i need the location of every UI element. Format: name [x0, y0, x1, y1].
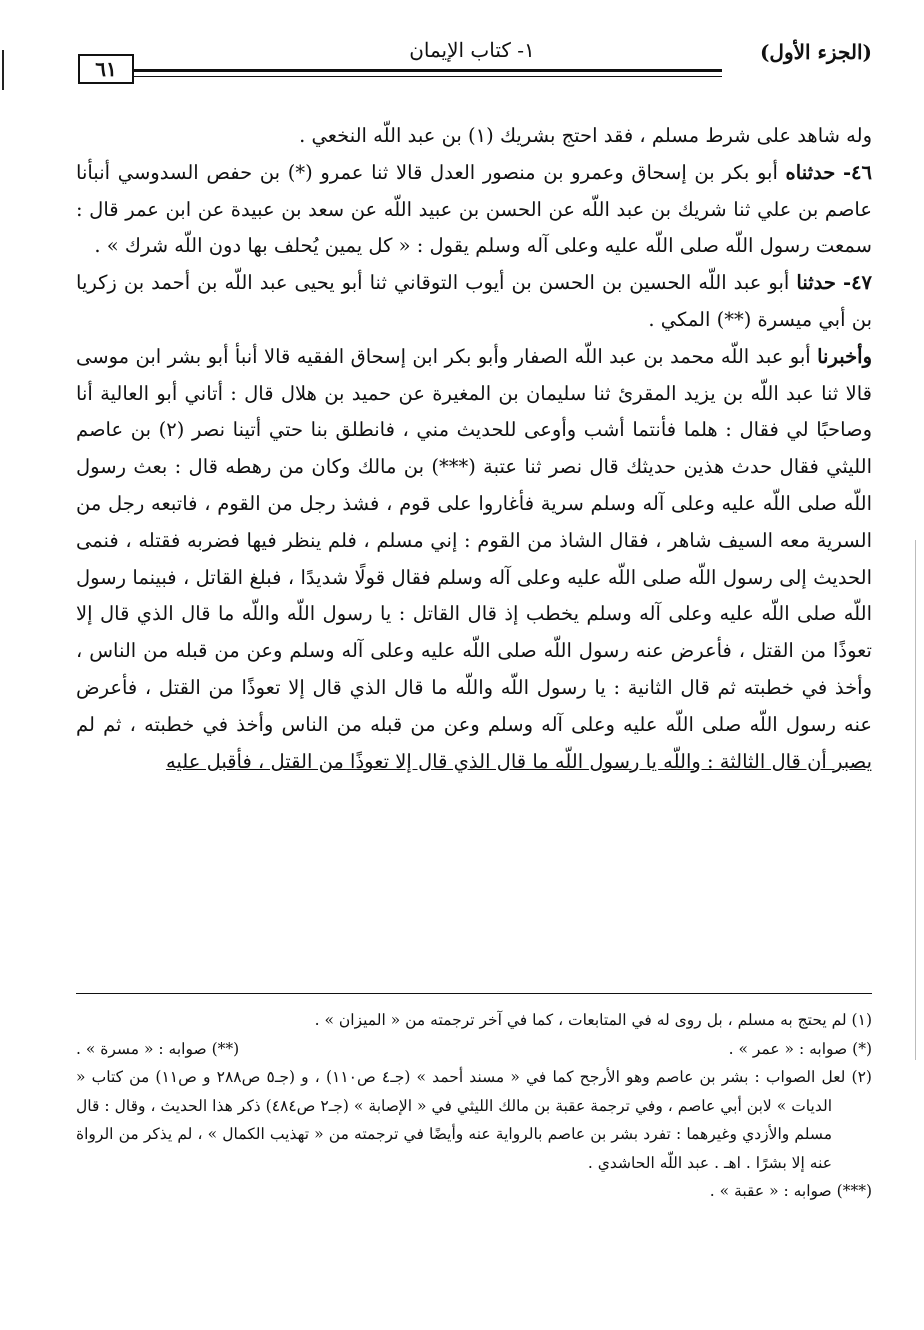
footnote-1: (١) لم يحتج به مسلم ، بل روى له في المتابعات ، كما في آخر ترجمته من « الميزان » .: [314, 1011, 872, 1029]
scan-edge-line: [915, 540, 916, 1060]
hadith-lead-47: حدثنا: [796, 271, 836, 295]
footnote-star-3: (***) صوابه : « عقبة » .: [709, 1182, 872, 1200]
header-rule-thin: [134, 76, 722, 77]
footnote-separator: [76, 993, 872, 994]
akhbarana-last-line: يصبر أن قال الثالثة : واللّه يا رسول اللّه ما قال الذي قال إلا تعوذًا من القتل ، فأقبل عليه: [165, 749, 872, 773]
paragraph-47: [76, 265, 872, 339]
header-rule-thick: [134, 69, 722, 72]
main-text: [76, 118, 872, 780]
hadith-text-47: أبو عبد اللّه الحسين بن الحسن بن أيوب التوقاني ثنا أبو يحيى عبد اللّه بن أحمد بن زكريا بن أبي ميسرة (**) المكي .: [76, 271, 872, 331]
hadith-number-47: ٤٧-: [842, 271, 873, 295]
akhbarana-text: أبو عبد اللّه محمد بن عبد اللّه الصفار وأبو بكر ابن إسحاق الفقيه قالا أنبأ أبو بشر ابن موسى قالا ثنا عبد اللّه بن يزيد المقرئ ثنا سليمان بن المغيرة عن حميد بن هلال قال : أتاني أبو العالية أنا وصاحبًا لي فقال : هلما فأنتما أشب وأوعى للحديث مني ، فانطلق بنا حتي أتينا نصر (٢) بن عاصم الليثي فقال حدث هذين حديثك قال نصر ثنا عتبة (***) بن مالك وكان من رهطه قال : بعث رسول اللّه صلى اللّه عليه وعلى آله وسلم سرية فأغاروا على قوم ، فشذ رجل من القوم ، فاتبعه رجل من السرية معه السيف شاهر ، فقال الشاذ من القوم : إني مسلم ، فلم ينظر فيها فضربه فقتله ، فنمى الحديث إلى رسول اللّه صلى اللّه عليه وعلى آله وسلم فقال قولًا شديدًا ، فبلغ القاتل ، فبينما رسول اللّه صلى اللّه عليه وعلى آله وسلم يخطب إذ قال القاتل : يا رسول اللّه واللّه ما قال الذي قال إلا تعوذًا من القتل ، فأعرض عنه رسول اللّه صلى اللّه عليه وعلى آله وسلم وعن من قبله من الناس ، وأخذ في خطبته ثم قال الثانية : يا رسول اللّه واللّه ما قال الذي قال إلا تعوذًا من القتل ، فأعرض عنه رسول اللّه صلى اللّه عليه وعلى آله وسلم وعن من قبله من الناس وأخذ في خطبته ، ثم لم: [76, 344, 872, 736]
footnotes: [76, 1006, 872, 1206]
hadith-number-46: ٤٦-: [842, 160, 872, 184]
page-number: ٦١: [78, 54, 134, 84]
footnote-2: (٢) لعل الصواب : بشر بن عاصم وهو الأرجح كما في « مسند أحمد » (جـ٤ ص١١٠) ، و (جـ٥ ص٢٨٨ و ص١١) من كتاب « الديات » لابن أبي عاصم ، وفي ترجمة عقبة بن مالك الليثي في « الإصابة » (جـ٢ ص٤٨٤) ذكر هذا الحديث ، وقال : قال مسلم والأزدي وغيرهما : تفرد بشر بن عاصم بالرواية عنه وأيضًا في ترجمته من « تهذيب الكمال » ، لم يذكر من الرواة عنه إلا بشرًا . اهـ . عبد اللّه الحاشدي .: [76, 1068, 872, 1172]
scan-edge-mark: [2, 50, 4, 90]
akhbarana-lead: وأخبرنا: [817, 344, 872, 368]
paragraph-46: [76, 155, 872, 265]
hadith-text-46: أبو بكر بن إسحاق وعمرو بن منصور العدل قالا ثنا عمرو (*) بن حفص السدوسي أنبأنا عاصم بن علي ثنا شريك بن عبد اللّه عن الحسن بن عبيد اللّه عن سعد بن عبيدة عن ابن عمر قال : سمعت رسول اللّه صلى اللّه عليه وعلى آله وسلم يقول : « كل يمين يُحلف بها دون اللّه شرك » .: [76, 160, 872, 258]
paragraph-1: وله شاهد على شرط مسلم ، فقد احتج بشريك (١) بن عبد اللّه النخعي .: [299, 124, 872, 147]
footnote-star-2: (**) صوابه : « مسرة » .: [76, 1039, 240, 1058]
header-part-title: (الجزء الأول): [759, 40, 872, 64]
hadith-lead-46: حدثناه: [785, 160, 836, 184]
header-book-title: ١- كتاب الإيمان: [409, 38, 535, 62]
paragraph-akhbarana: [76, 339, 872, 781]
footnote-star-1: (*) صوابه : « عمر » .: [728, 1039, 872, 1058]
footnote-star-row: [76, 1035, 872, 1064]
page-header: [72, 36, 872, 81]
